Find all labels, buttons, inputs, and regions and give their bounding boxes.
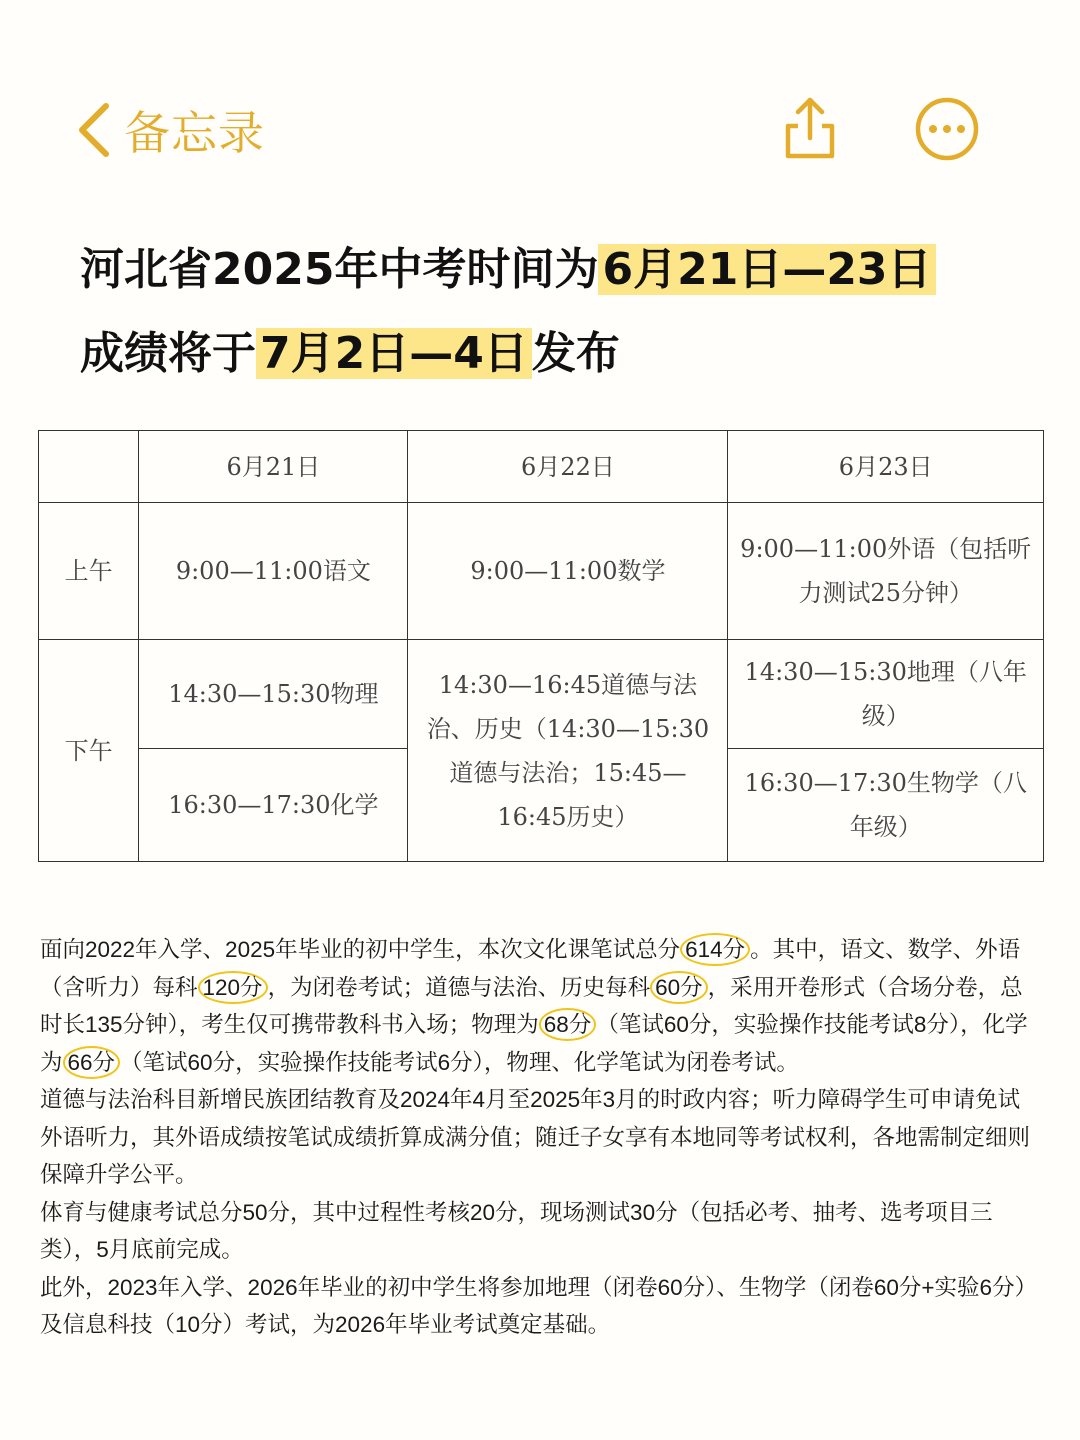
chevron-left-icon — [74, 101, 114, 159]
cell-d3-afternoon-b: 16:30—17:30生物学（八年级） — [728, 748, 1044, 861]
title-line-2-prefix: 成绩将于 — [80, 328, 256, 379]
cell-d2-morning: 9:00—11:00数学 — [408, 503, 728, 640]
table-row-afternoon-1 — [39, 640, 1044, 748]
title-line-2 — [80, 324, 1040, 384]
row-label-morning: 上午 — [39, 503, 139, 640]
note-body — [40, 931, 1040, 1344]
more-icon[interactable] — [914, 96, 980, 162]
title-line-2-suffix: 发布 — [531, 328, 620, 379]
body-paragraph-2: 道德与法治科目新增民族团结教育及2024年4月至2025年3月的时政内容；听力障碍学生可申请免试外语听力，其外语成绩按笔试成绩折算成满分值；随迁子女享有本地同等考试权利，各地需制定细则保障升学公平。 — [40, 1087, 1031, 1187]
header-day-1: 6月21日 — [139, 431, 408, 503]
circled-physics-score: 68分 — [539, 1008, 597, 1041]
cell-d3-morning: 9:00—11:00外语（包括听力测试25分钟） — [728, 503, 1044, 640]
table-corner-cell — [39, 431, 139, 503]
circled-chemistry-score: 66分 — [63, 1046, 121, 1079]
cell-d1-afternoon-a: 14:30—15:30物理 — [139, 640, 408, 748]
p1-text-6: （笔试60分，实验操作技能考试6分），物理、化学笔试为闭卷考试。 — [120, 1049, 799, 1075]
cell-d2-afternoon: 14:30—16:45道德与法治、历史（14:30—15:30道德与法治；15:45—16:45历史） — [408, 640, 728, 862]
back-button[interactable] — [74, 98, 265, 162]
circled-total-score: 614分 — [680, 933, 750, 966]
cell-d1-afternoon-b: 16:30—17:30化学 — [139, 748, 408, 861]
body-paragraph-4: 此外，2023年入学、2026年毕业的初中学生将参加地理（闭卷60分）、生物学（闭卷60分+实验6分）及信息科技（10分）考试，为2026年毕业考试奠定基础。 — [40, 1274, 1038, 1337]
exam-schedule-table — [38, 430, 1044, 862]
title-line-1-text: 河北省2025年中考时间为 — [80, 244, 599, 295]
header-day-2: 6月22日 — [408, 431, 728, 503]
p1-text-5: （笔试60分，实验操作技能考试8分），化学为 — [40, 1012, 1028, 1075]
note-title — [80, 240, 1040, 408]
circled-open-book-score: 60分 — [650, 971, 708, 1004]
table-row-morning — [39, 503, 1044, 640]
p1-text-2: 。其中，语文、数学、外语（含听力）每科 — [40, 937, 1021, 1000]
row-label-afternoon: 下午 — [39, 640, 139, 862]
p1-text-4: ，采用开卷形式（合场分卷，总时长135分钟），考生仅可携带教科书入场；物理为 — [40, 974, 1023, 1037]
back-label: 备忘录 — [124, 106, 265, 160]
header-day-3: 6月23日 — [728, 431, 1044, 503]
nav-bar — [0, 92, 1080, 172]
title-line-1 — [80, 240, 1040, 300]
title-highlight-exam-dates: 6月21日—23日 — [598, 244, 935, 295]
p1-text-1: 面向2022年入学、2025年毕业的初中学生，本次文化课笔试总分 — [40, 937, 681, 962]
title-highlight-result-dates: 7月2日—4日 — [256, 328, 532, 379]
body-paragraph-1 — [40, 931, 1040, 1081]
cell-d3-afternoon-a: 14:30—15:30地理（八年级） — [728, 640, 1044, 748]
p1-text-3: ，为闭卷考试；道德与法治、历史每科 — [267, 974, 651, 1000]
cell-d1-morning: 9:00—11:00语文 — [139, 503, 408, 640]
circled-core-subject-score: 120分 — [198, 971, 268, 1004]
share-icon[interactable] — [780, 92, 840, 162]
table-header-row — [39, 431, 1044, 503]
body-paragraph-3: 体育与健康考试总分50分，其中过程性考核20分，现场测试30分（包括必考、抽考、选考项目三类），5月底前完成。 — [40, 1199, 993, 1262]
